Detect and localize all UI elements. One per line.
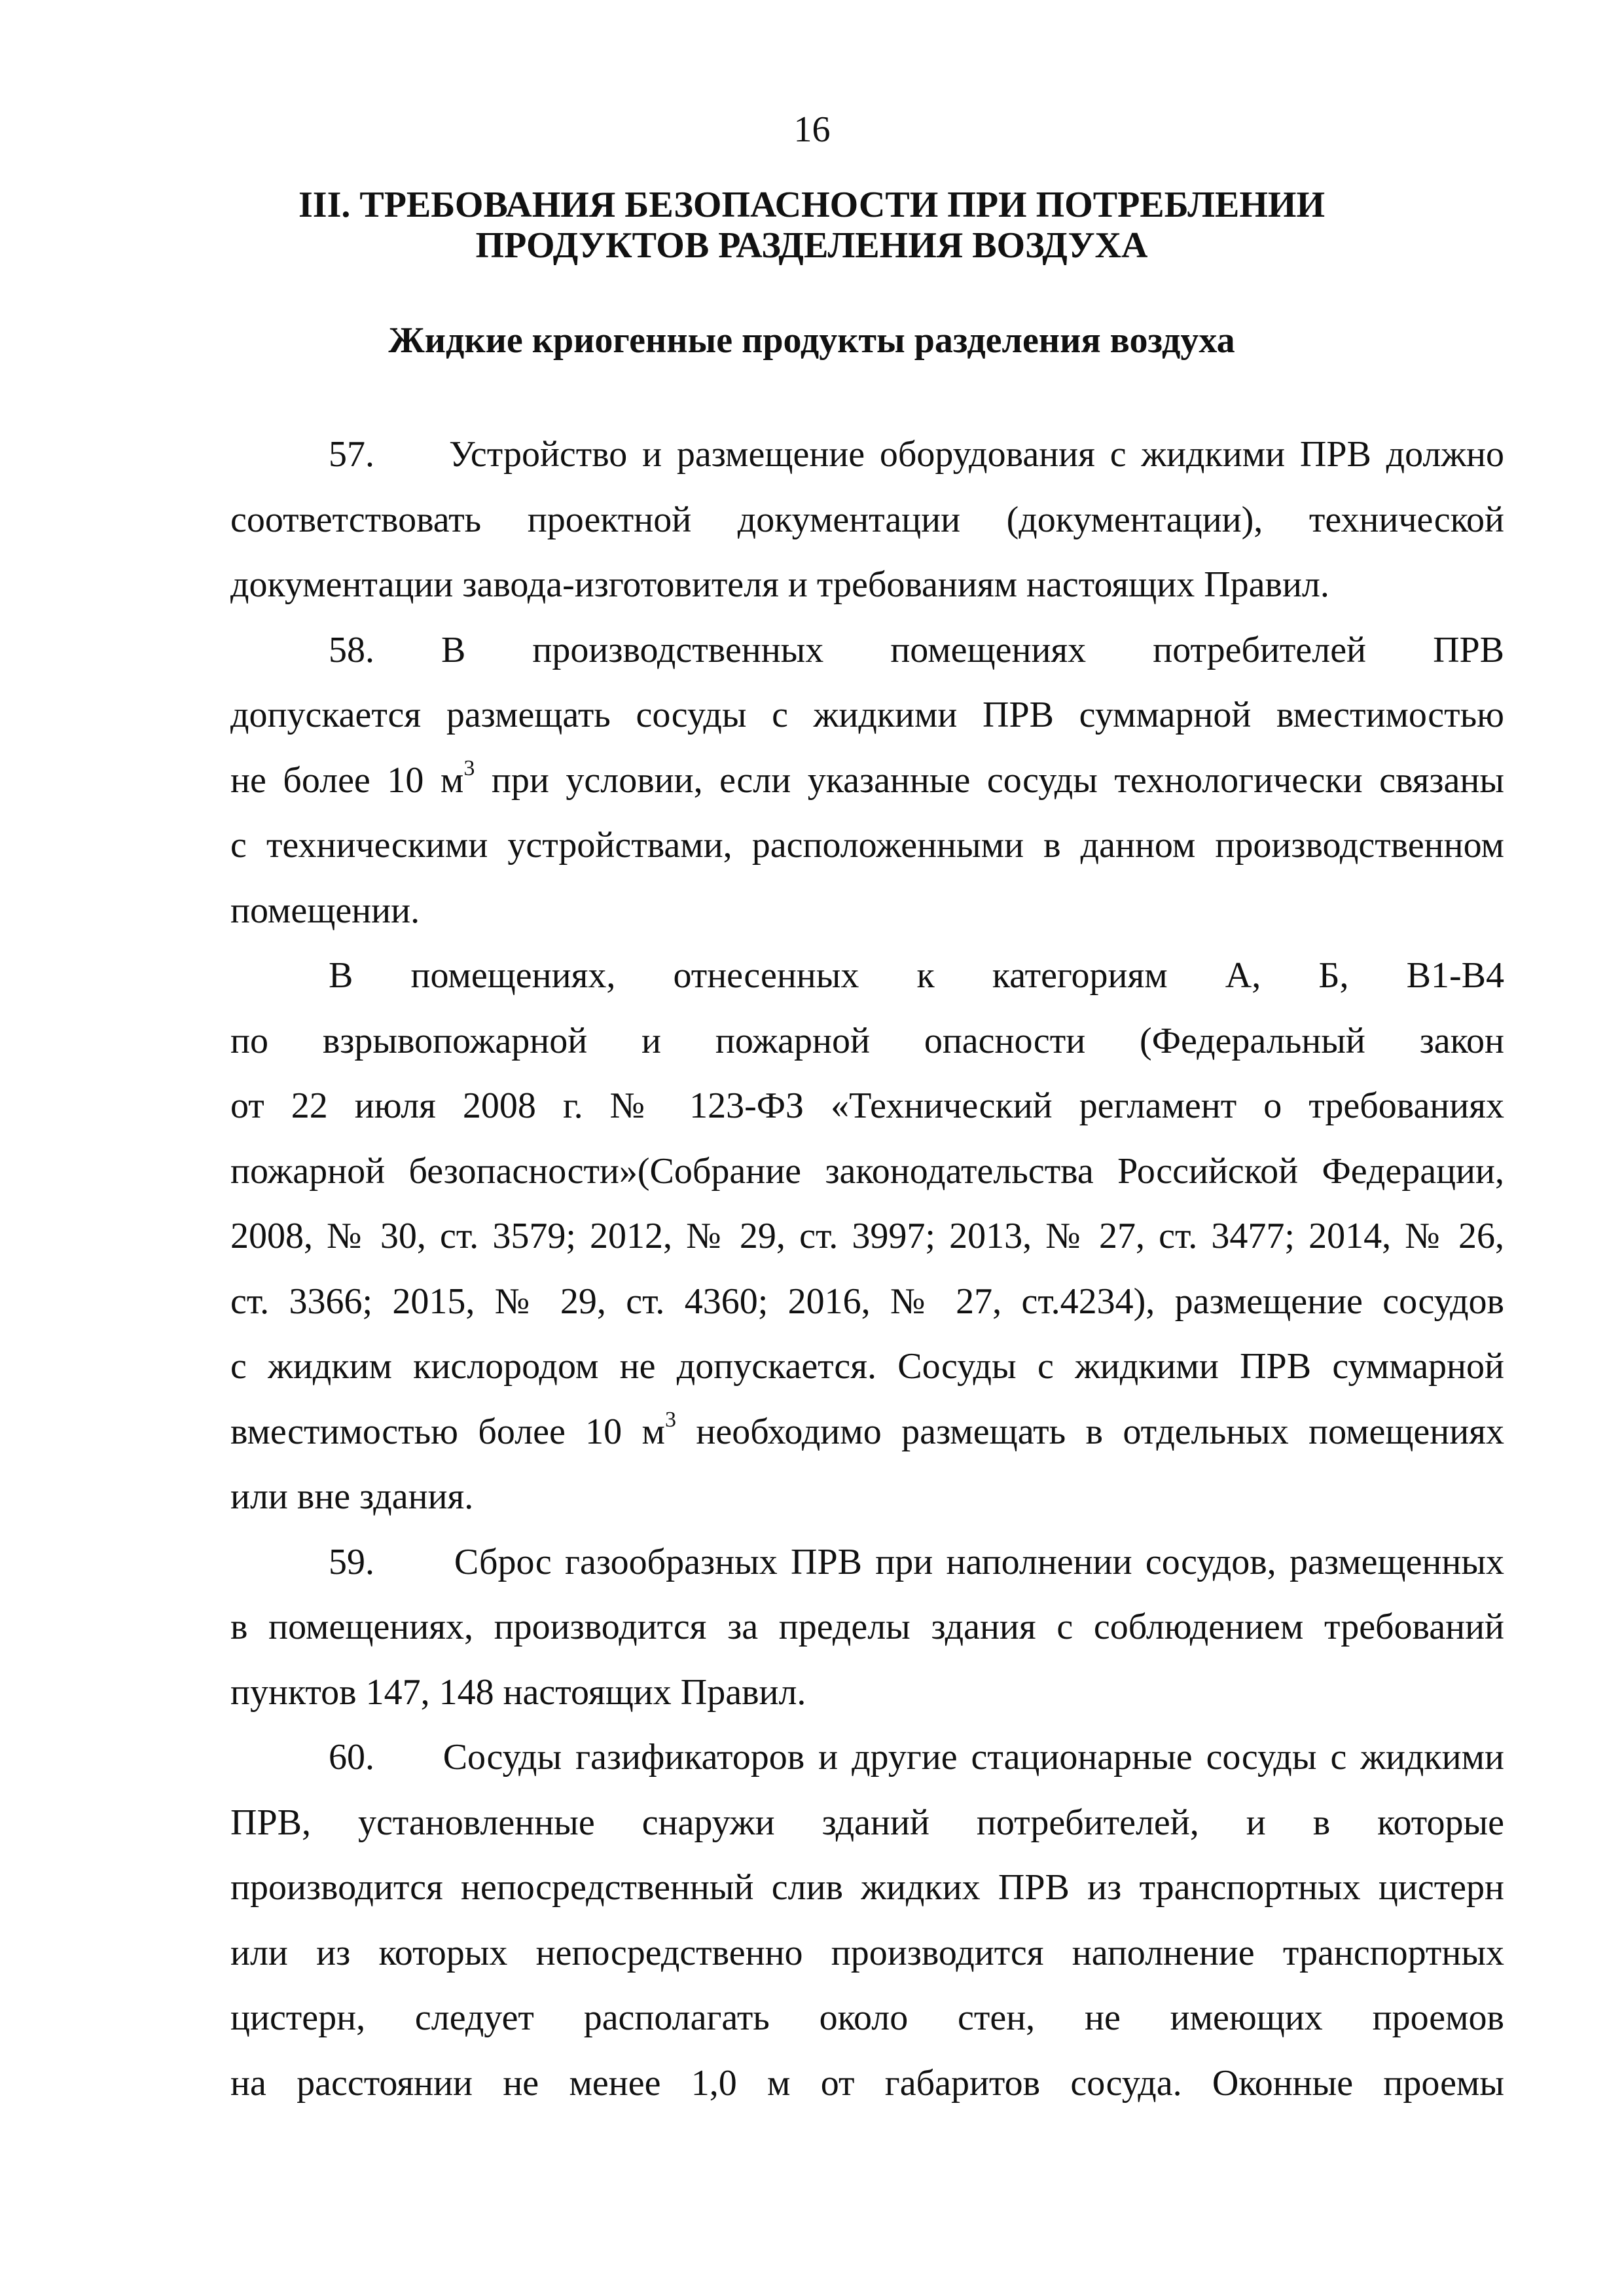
text-line: с техническими устройствами, расположенными в данном производственном [230, 825, 1504, 866]
text-line: ст. 3366; 2015, № 29, ст. 4360; 2016, № 27, ст.4234), размещение сосудов [230, 1281, 1504, 1322]
text-line: 58. В производственных помещениях потребителей ПРВ [329, 629, 1504, 670]
text-line: документации завода-изготовителя и требованиям настоящих Правил. [230, 564, 1329, 605]
text-fragment: не более 10 м [230, 759, 464, 801]
paragraph-57 [230, 422, 1504, 618]
subsection-title: Жидкие криогенные продукты разделения воздуха [388, 320, 1235, 361]
text-line: помещении. [230, 890, 420, 931]
page-number: 16 [793, 109, 831, 150]
text-line: ПРВ, установленные снаружи зданий потребителей, и в которые [230, 1802, 1504, 1843]
section-title-line-2: ПРОДУКТОВ РАЗДЕЛЕНИЯ ВОЗДУХА [475, 225, 1148, 266]
text-line: по взрывопожарной и пожарной опасности (Федеральный закон [230, 1020, 1504, 1061]
section-title [196, 185, 1427, 266]
text-line: с жидким кислородом не допускается. Сосуды с жидкими ПРВ суммарной [230, 1346, 1504, 1387]
document-body [230, 422, 1504, 2116]
paragraph-59 [230, 1530, 1504, 1726]
text-line: в помещениях, производится за пределы здания с соблюдением требований [230, 1607, 1504, 1647]
text-line: цистерн, следует располагать около стен, не имеющих проемов [230, 1997, 1504, 2038]
text-line: 2008, № 30, ст. 3579; 2012, № 29, ст. 3997; 2013, № 27, ст. 3477; 2014, № 26, [230, 1216, 1504, 1256]
text-line: от 22 июля 2008 г. № 123-ФЗ «Технический регламент о требованиях [230, 1085, 1504, 1126]
text-line: производится непосредственный слив жидких ПРВ из транспортных цистерн [230, 1867, 1504, 1908]
text-line: или вне здания. [230, 1476, 474, 1517]
text-fragment: при условии, если указанные сосуды технологически связаны [475, 759, 1505, 801]
text-line: соответствовать проектной документации (документации), технической [230, 499, 1504, 540]
paragraph-58-continued [230, 943, 1504, 1530]
text-line: 59. Сброс газообразных ПРВ при наполнении сосудов, размещенных [329, 1541, 1504, 1582]
text-line: или из которых непосредственно производится наполнение транспортных [230, 1932, 1504, 1973]
text-line: на расстоянии не менее 1,0 м от габаритов сосуда. Оконные проемы [230, 2062, 1504, 2104]
paragraph-58 [230, 618, 1504, 944]
text-line-with-superscript [230, 1400, 1504, 1465]
text-line: 60. Сосуды газификаторов и другие стационарные сосуды с жидкими [329, 1737, 1504, 1777]
text-fragment: необходимо размещать в отдельных помещениях [676, 1411, 1504, 1452]
superscript-cubic: 3 [463, 756, 475, 780]
text-line: 57. Устройство и размещение оборудования с жидкими ПРВ должно [329, 434, 1504, 475]
text-fragment: вместимостью более 10 м [230, 1411, 665, 1452]
text-line: пожарной безопасности»(Собрание законодательства Российской Федерации, [230, 1150, 1504, 1192]
text-line: В помещениях, отнесенных к категориям А, Б, В1-В4 [329, 955, 1504, 996]
text-line-with-superscript [230, 748, 1504, 814]
text-line: пунктов 147, 148 настоящих Правил. [230, 1671, 806, 1713]
superscript-cubic: 3 [665, 1407, 676, 1432]
section-title-line-1: III. ТРЕБОВАНИЯ БЕЗОПАСНОСТИ ПРИ ПОТРЕБЛЕНИИ [298, 185, 1326, 225]
text-line: допускается размещать сосуды с жидкими ПРВ суммарной вместимостью [230, 695, 1504, 735]
paragraph-60 [230, 1725, 1504, 2116]
